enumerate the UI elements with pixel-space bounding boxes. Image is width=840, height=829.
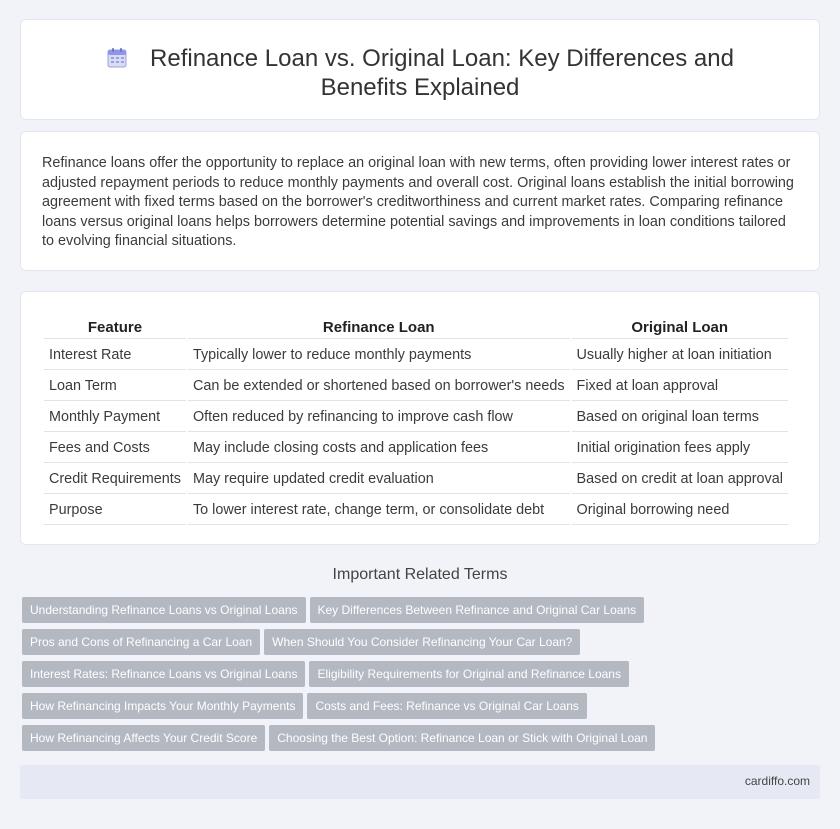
table-cell: Fees and Costs: [44, 434, 186, 463]
related-term-link[interactable]: Understanding Refinance Loans vs Original Loans: [22, 597, 306, 623]
table-cell: Credit Requirements: [44, 465, 186, 494]
related-term-link[interactable]: How Refinancing Impacts Your Monthly Payments: [22, 693, 303, 719]
table-cell: Purpose: [44, 496, 186, 525]
tag-row: [22, 629, 822, 661]
table-cell: Original borrowing need: [572, 496, 788, 525]
table-row: [44, 372, 788, 401]
tag-row: [22, 725, 822, 757]
related-term-link[interactable]: Key Differences Between Refinance and Original Car Loans: [310, 597, 645, 623]
related-term-link[interactable]: Choosing the Best Option: Refinance Loan or Stick with Original Loan: [269, 725, 655, 751]
related-term-link[interactable]: Costs and Fees: Refinance vs Original Car Loans: [307, 693, 586, 719]
table-row: [44, 496, 788, 525]
table-cell: Usually higher at loan initiation: [572, 341, 788, 370]
column-header-feature: Feature: [44, 317, 186, 339]
related-terms-list: [22, 597, 822, 757]
page-title: Refinance Loan vs. Original Loan: Key Differences and Benefits Explained: [150, 45, 734, 101]
tag-row: [22, 693, 822, 725]
table-cell: Often reduced by refinancing to improve cash flow: [188, 403, 570, 432]
column-header-refinance: Refinance Loan: [188, 317, 570, 339]
related-term-link[interactable]: How Refinancing Affects Your Credit Score: [22, 725, 265, 751]
table-cell: To lower interest rate, change term, or consolidate debt: [188, 496, 570, 525]
footer-site-link[interactable]: cardiffo.com: [744, 774, 810, 788]
table-cell: Monthly Payment: [44, 403, 186, 432]
related-term-link[interactable]: When Should You Consider Refinancing Your Car Loan?: [264, 629, 580, 655]
related-term-link[interactable]: Interest Rates: Refinance Loans vs Original Loans: [22, 661, 305, 687]
intro-card: [20, 131, 820, 271]
table-cell: May require updated credit evaluation: [188, 465, 570, 494]
footer-bar: [20, 765, 820, 799]
table-cell: Can be extended or shortened based on borrower's needs: [188, 372, 570, 401]
comparison-card: [20, 291, 820, 545]
comparison-table: [42, 315, 790, 527]
related-terms-heading: Important Related Terms: [332, 566, 508, 583]
table-row: [44, 434, 788, 463]
table-row: [44, 465, 788, 494]
table-row: [44, 403, 788, 432]
page-title-row: [61, 44, 779, 102]
related-term-link[interactable]: Pros and Cons of Refinancing a Car Loan: [22, 629, 260, 655]
related-term-link[interactable]: Eligibility Requirements for Original and Refinance Loans: [309, 661, 629, 687]
table-cell: Based on original loan terms: [572, 403, 788, 432]
table-cell: Typically lower to reduce monthly payments: [188, 341, 570, 370]
table-cell: Fixed at loan approval: [572, 372, 788, 401]
table-cell: Interest Rate: [44, 341, 186, 370]
calendar-icon: [106, 47, 128, 69]
intro-paragraph: Refinance loans offer the opportunity to replace an original loan with new terms, often providing lower interest rates or adjusted repayment periods to reduce monthly payments and overall cost. Original loans establish the initial borrowing agreement with fixed terms based on the borrower's creditworthiness and current market rates. Comparing refinance loans versus original loans helps borrowers determine potential savings and improvements in loan conditions tailored to evolving financial situations.: [42, 155, 794, 249]
table-header-row: [44, 317, 788, 339]
column-header-original: Original Loan: [572, 317, 788, 339]
tag-row: [22, 661, 822, 693]
table-cell: Loan Term: [44, 372, 186, 401]
table-cell: Based on credit at loan approval: [572, 465, 788, 494]
table-cell: Initial origination fees apply: [572, 434, 788, 463]
table-cell: May include closing costs and application fees: [188, 434, 570, 463]
tag-row: [22, 597, 822, 629]
header-card: [20, 19, 820, 120]
table-row: [44, 341, 788, 370]
